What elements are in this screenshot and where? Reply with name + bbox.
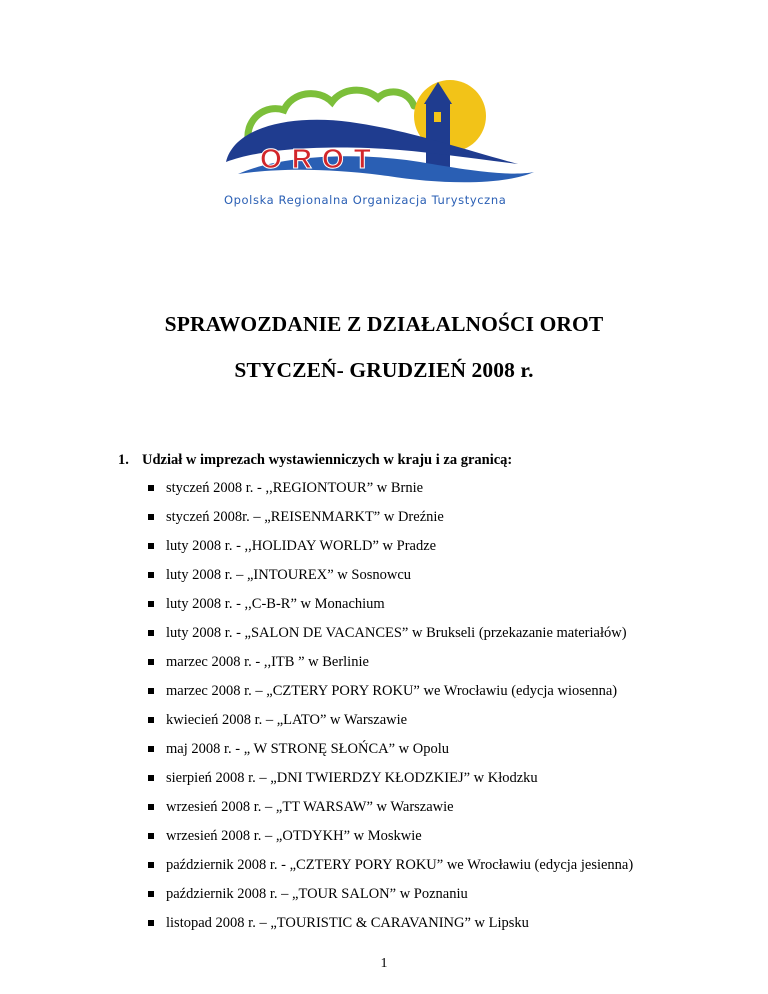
bullet-icon [148, 485, 154, 491]
logo-wordmark: OROT [260, 143, 381, 174]
list-item-text: luty 2008 r. - ,,C-B-R” w Monachium [166, 596, 385, 612]
list-item [166, 561, 686, 590]
list-item [166, 474, 686, 503]
logo-tagline: Opolska Regionalna Organizacja Turystyczna [224, 193, 507, 207]
bullet-icon [148, 775, 154, 781]
list-item-text: sierpień 2008 r. – „DNI TWIERDZY KŁODZKIEJ” w Kłodzku [166, 770, 538, 786]
bullet-icon [148, 601, 154, 607]
section-heading-text: Udział w imprezach wystawienniczych w kraju i za granicą: [142, 452, 513, 468]
document-title: SPRAWOZDANIE Z DZIAŁALNOŚCI OROT [164, 312, 604, 336]
list-item [166, 909, 686, 938]
list-item-text: styczeń 2008r. – „REISENMARKT” w Dreźnie [166, 509, 444, 525]
list-item-text: maj 2008 r. - „ W STRONĘ SŁOŃCA” w Opolu [166, 741, 450, 757]
bullet-icon [148, 514, 154, 520]
page-number: 1 [380, 956, 388, 971]
list-item [166, 619, 686, 648]
document-subtitle: STYCZEŃ- GRUDZIEŃ 2008 r. [234, 358, 534, 382]
list-item-text: wrzesień 2008 r. – „OTDYKH” w Moskwie [166, 828, 422, 844]
list-item-text: październik 2008 r. – „TOUR SALON” w Poznaniu [166, 886, 468, 902]
bullet-icon [148, 630, 154, 636]
bullet-icon [148, 920, 154, 926]
bullet-icon [148, 891, 154, 897]
list-item-text: luty 2008 r. – „INTOUREX” w Sosnowcu [166, 567, 412, 583]
bullet-icon [148, 543, 154, 549]
list-item [166, 822, 686, 851]
list-item-text: wrzesień 2008 r. – „TT WARSAW” w Warszawie [166, 799, 454, 815]
list-item [166, 764, 686, 793]
list-item-text: listopad 2008 r. – „TOURISTIC & CARAVANING” w Lipsku [166, 915, 529, 931]
list-item-text: październik 2008 r. - „CZTERY PORY ROKU” we Wrocławiu (edycja jesienna) [166, 857, 634, 873]
list-item [166, 532, 686, 561]
list-item [166, 735, 686, 764]
bullet-icon [148, 804, 154, 810]
list-item [166, 793, 686, 822]
list-item-text: marzec 2008 r. – „CZTERY PORY ROKU” we Wrocławiu (edycja wiosenna) [166, 683, 618, 699]
bullet-icon [148, 717, 154, 723]
list-item-text: styczeń 2008 r. - ,,REGIONTOUR” w Brnie [166, 480, 424, 496]
list-item [166, 503, 686, 532]
bullet-icon [148, 862, 154, 868]
bullet-icon [148, 572, 154, 578]
list-item-text: luty 2008 r. - „SALON DE VACANCES” w Brukseli (przekazanie materiałów) [166, 625, 627, 641]
list-item [166, 880, 686, 909]
list-item-text: marzec 2008 r. - ,,ITB ” w Berlinie [166, 654, 369, 670]
section-number: 1. [118, 452, 129, 468]
list-item [166, 648, 686, 677]
list-item [166, 677, 686, 706]
bullet-icon [148, 688, 154, 694]
list-item [166, 851, 686, 880]
list-item [166, 706, 686, 735]
bullet-icon [148, 746, 154, 752]
list-item-text: kwiecień 2008 r. – „LATO” w Warszawie [166, 712, 408, 728]
bullet-icon [148, 833, 154, 839]
bullet-icon [148, 659, 154, 665]
list-item [166, 590, 686, 619]
list-item-text: luty 2008 r. - ,,HOLIDAY WORLD” w Pradze [166, 538, 437, 554]
